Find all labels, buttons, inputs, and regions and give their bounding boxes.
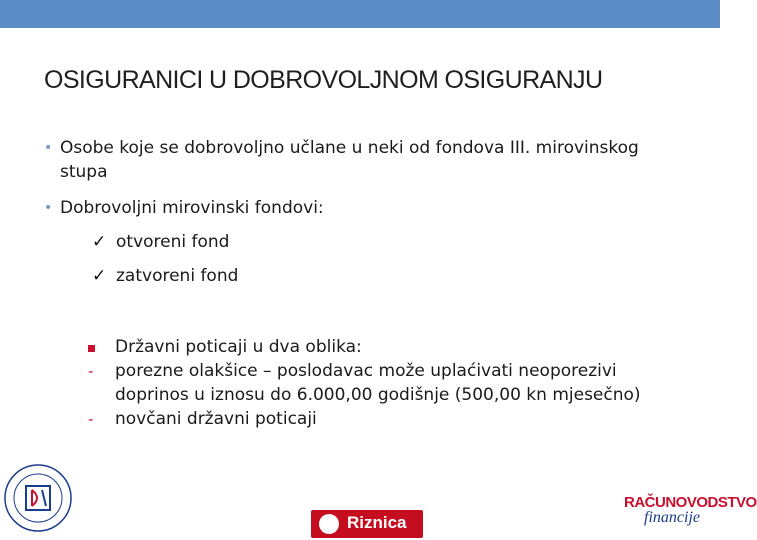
list-item — [88, 335, 688, 359]
list-item — [88, 359, 688, 407]
bullet-dot-icon: • — [44, 200, 53, 216]
check-item — [44, 230, 684, 254]
red-square-bullet-icon — [88, 335, 95, 359]
list-item-text: novčani državni poticaji — [115, 409, 317, 429]
riznica-emblem-icon — [319, 514, 339, 534]
financije-logo-text: financije — [644, 509, 700, 526]
incentives-list — [88, 335, 688, 431]
bullet-dot-icon: • — [44, 140, 53, 156]
bullet-item — [44, 196, 684, 220]
checkmark-icon: ✓ — [92, 232, 107, 252]
racunovodstvo-logo — [624, 494, 757, 538]
bullet-item — [44, 136, 684, 184]
check-item — [44, 264, 684, 288]
riznica-logo — [311, 510, 423, 538]
list-item-text: Državni poticaji u dva oblika: — [115, 337, 362, 357]
bullet-text: Dobrovoljni mirovinski fondovi: — [60, 198, 324, 218]
dash-bullet-icon: - — [88, 362, 94, 380]
list-item-text: porezne olakšice – poslodavac može uplaćivati neoporezivi doprinos u iznosu do 6.000,00 godišnje (500,00 kn mjesečno) — [115, 361, 641, 405]
racunovodstvo-logo-text: RAČUNOVODSTVO — [624, 494, 757, 511]
bullet-list — [44, 136, 684, 288]
checkmark-icon: ✓ — [92, 266, 107, 286]
check-item-text: otvoreni fond — [116, 232, 230, 252]
top-accent-bar — [0, 0, 720, 28]
riznica-logo-text: Riznica — [347, 513, 407, 532]
check-item-text: zatvoreni fond — [116, 266, 239, 286]
dash-bullet-icon: - — [88, 410, 94, 428]
list-item — [88, 407, 688, 431]
bullet-text: Osobe koje se dobrovoljno učlane u neki od fondova III. mirovinskog stupa — [60, 138, 639, 182]
slide-title: OSIGURANICI U DOBROVOLJNOM OSIGURANJU — [44, 66, 603, 94]
institution-seal-logo — [2, 462, 74, 534]
